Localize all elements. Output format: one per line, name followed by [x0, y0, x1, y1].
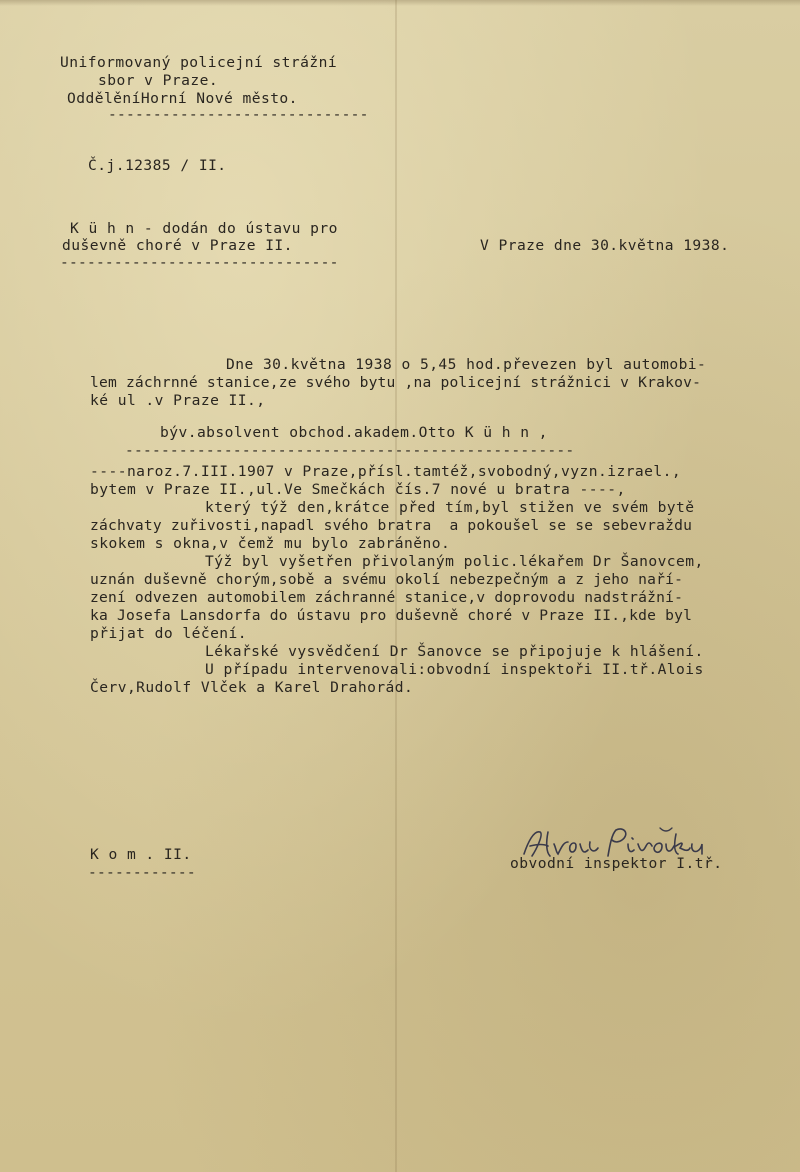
body-line: ----naroz.7.III.1907 v Praze,přísl.tamtéž,svobodný,vyzn.izrael.,: [90, 463, 682, 480]
body-line: U případu intervenovali:obvodní inspektoři II.tř.Alois: [205, 661, 704, 678]
body-line: záchvaty zuřivosti,napadl svého bratra a pokoušel se se sebevraždu: [90, 517, 693, 534]
body-line: Týž byl vyšetřen přivolaným polic.lékařem Dr Šanovcem,: [205, 553, 704, 570]
paper-edge: [0, 0, 800, 6]
header-line-2: sbor v Praze.: [98, 72, 219, 89]
body-line: který týž den,krátce před tím,byl stižen ve svém bytě: [205, 499, 695, 516]
subject-line-2: duševně choré v Praze II.: [62, 237, 293, 254]
body-line: zení odvezen automobilem záchranné stanice,v doprovodu nadstrážní-: [90, 589, 684, 606]
body-line: bytem v Praze II.,ul.Ve Smečkách čís.7 nové u bratra ----,: [90, 481, 626, 498]
signer-title: obvodní inspektor I.tř.: [510, 855, 723, 872]
body-line: lem záchrnné stanice,ze svého bytu ,na policejní strážnici v Krakov-: [90, 374, 702, 391]
kom-label: K o m . II.: [90, 846, 192, 863]
subject-line-1: K ü h n - dodán do ústavu pro: [70, 220, 338, 237]
header-line-1: Uniformovaný policejní strážní: [60, 54, 338, 71]
name-rule: --------------------------------------------------: [125, 442, 575, 459]
subject-rule: -------------------------------: [60, 254, 339, 271]
subject-name-line: býv.absolvent obchod.akadem.Otto K ü h n ,: [160, 424, 548, 441]
kom-rule: ------------: [88, 864, 196, 881]
reference-number: Č.j.12385 / II.: [88, 157, 227, 174]
header-line-3: OddělěníHorní Nové město.: [67, 90, 298, 107]
body-line: Červ,Rudolf Vlček a Karel Drahorád.: [90, 679, 414, 696]
document-date: V Praze dne 30.května 1938.: [480, 237, 730, 254]
header-rule: -----------------------------: [108, 106, 369, 123]
body-line: ké ul .v Praze II.,: [90, 392, 266, 409]
body-line: ka Josefa Lansdorfa do ústavu pro duševně choré v Praze II.,kde byl: [90, 607, 693, 624]
body-line: uznán duševně chorým,sobě a svému okolí nebezpečným a z jeho naří-: [90, 571, 684, 588]
body-line: Dne 30.května 1938 o 5,45 hod.převezen byl automobi-: [226, 356, 707, 373]
body-line: Lékařské vysvědčení Dr Šanovce se připojuje k hlášení.: [205, 643, 704, 660]
body-line: přijat do léčení.: [90, 625, 248, 642]
body-line: skokem s okna,v čemž mu bylo zabráněno.: [90, 535, 451, 552]
